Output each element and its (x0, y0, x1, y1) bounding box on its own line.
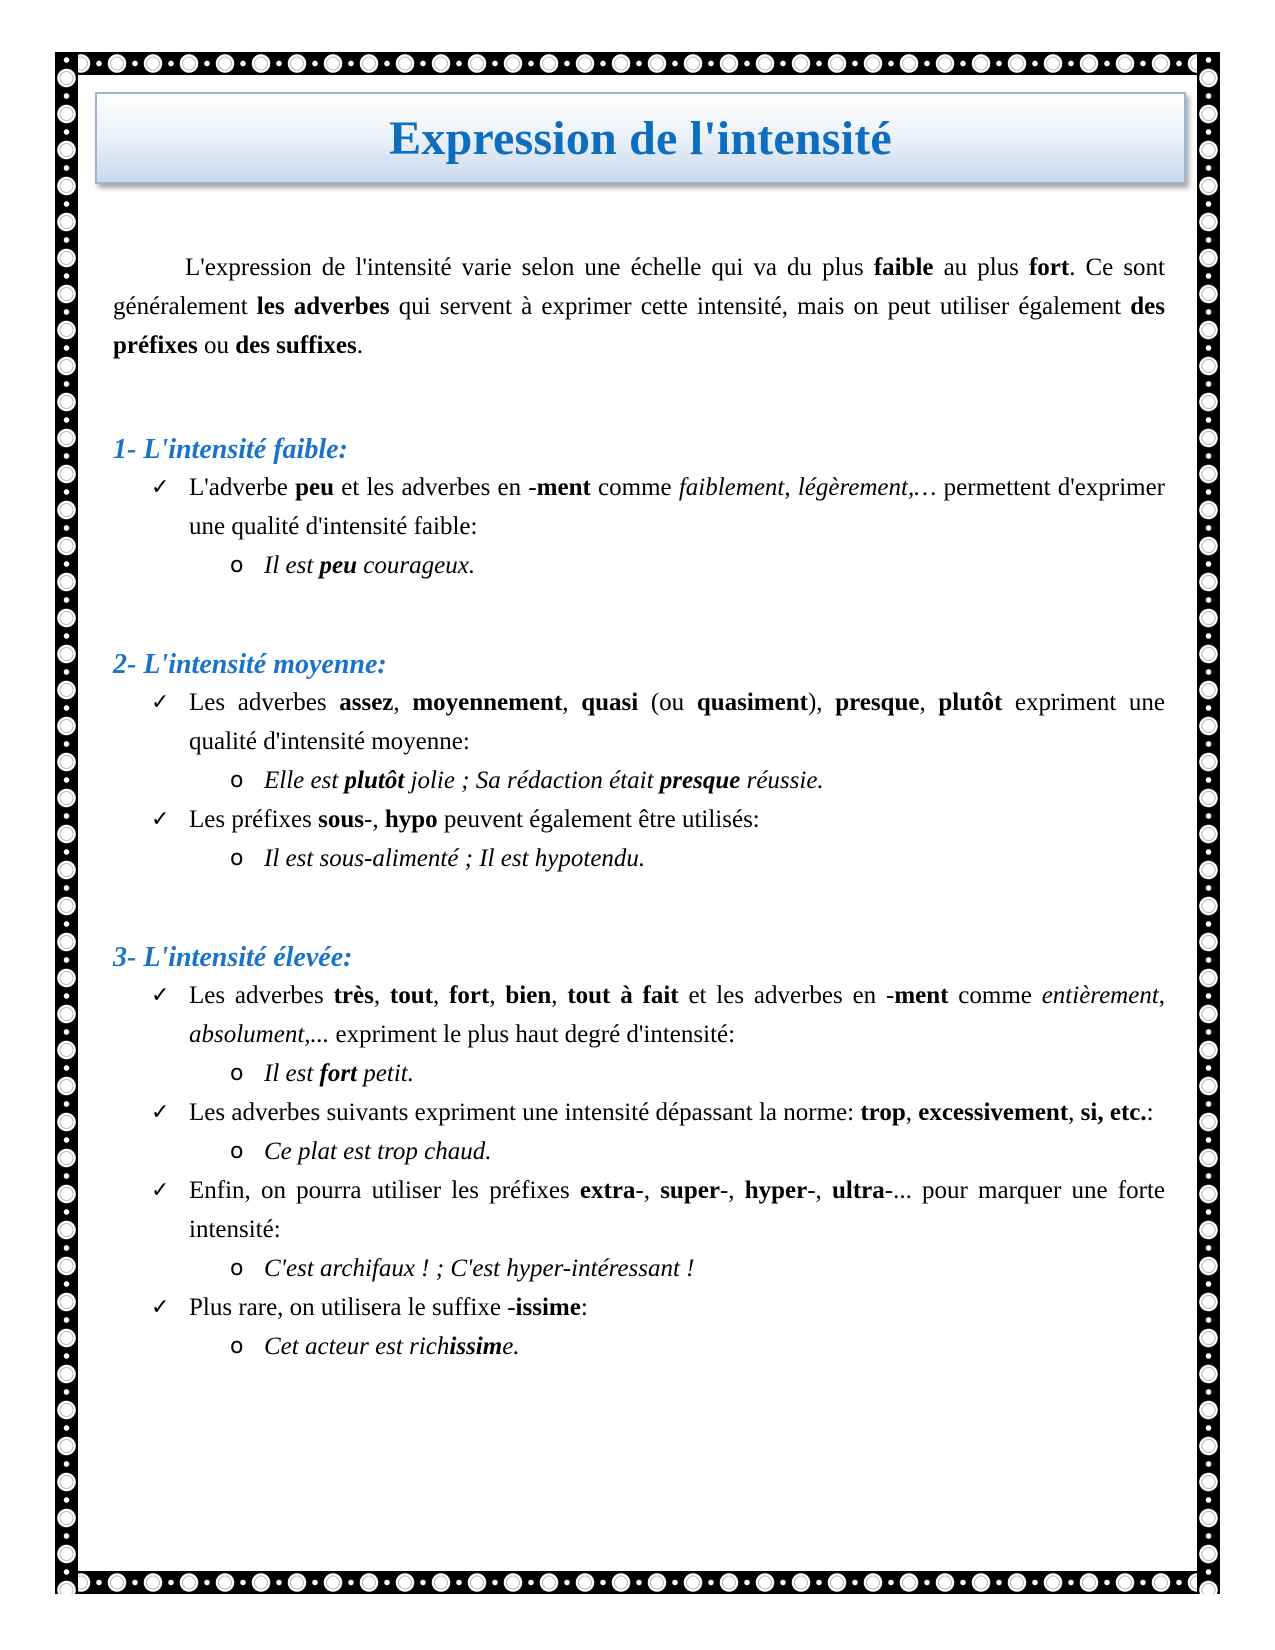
page-title: Expression de l'intensité (389, 111, 892, 165)
bullet-icon: o (230, 1061, 244, 1086)
check-icon: ✓ (151, 1100, 170, 1125)
list-item: ✓ Enfin, on pourra utiliser les préfixes extra-, super-, hyper-, ultra-... pour marquer une forte intensité: (113, 1171, 1165, 1249)
bullet-icon: o (230, 768, 244, 793)
list-item: ✓ Les adverbes suivants expriment une intensité dépassant la norme: trop, excessivement, si, etc.: (113, 1093, 1165, 1132)
example-item: o Il est fort petit. (113, 1054, 1165, 1093)
bullet-icon: o (230, 846, 244, 871)
check-icon: ✓ (151, 983, 170, 1008)
example-item: o Elle est plutôt jolie ; Sa rédaction était presque réussie. (113, 761, 1165, 800)
bullet-icon: o (230, 1256, 244, 1281)
example-item: o Ce plat est trop chaud. (113, 1132, 1165, 1171)
page-border-top (55, 52, 1220, 75)
check-icon: ✓ (151, 690, 170, 715)
example-item: o Il est sous-alimenté ; Il est hypotendu. (113, 839, 1165, 878)
title-box (95, 92, 1186, 184)
check-icon: ✓ (151, 1178, 170, 1203)
document-body (113, 248, 1165, 1366)
check-icon: ✓ (151, 475, 170, 500)
check-icon: ✓ (151, 1295, 170, 1320)
section-heading-elevee: 3- L'intensité élevée: (113, 942, 353, 973)
list-item: ✓ Les adverbes très, tout, fort, bien, tout à fait et les adverbes en -ment comme entièrement, absolument,... expriment le plus haut degré d'intensité: (113, 976, 1165, 1054)
page-border-left (55, 52, 78, 1594)
list-item: ✓ Plus rare, on utilisera le suffixe -issime: (113, 1288, 1165, 1327)
list-item: ✓ Les adverbes assez, moyennement, quasi (ou quasiment), presque, plutôt expriment une qualité d'intensité moyenne: (113, 683, 1165, 761)
page-border-bottom (55, 1571, 1220, 1594)
section-heading-faible: 1- L'intensité faible: (113, 434, 348, 465)
page-border-right (1197, 52, 1220, 1594)
example-item: o C'est archifaux ! ; C'est hyper-intéressant ! (113, 1249, 1165, 1288)
check-icon: ✓ (151, 807, 170, 832)
list-item: ✓ L'adverbe peu et les adverbes en -ment comme faiblement, légèrement,… permettent d'exprimer une qualité d'intensité faible: (113, 468, 1165, 546)
example-item: o Cet acteur est richissime. (113, 1327, 1165, 1366)
section-heading-moyenne: 2- L'intensité moyenne: (113, 649, 387, 680)
intro-paragraph: L'expression de l'intensité varie selon une échelle qui va du plus faible au plus fort. Ce sont généralement les adverbes qui servent à exprimer cette intensité, mais on peut utiliser également des préfixes ou des suffixes. (113, 254, 1165, 359)
bullet-icon: o (230, 1334, 244, 1359)
bullet-icon: o (230, 553, 244, 578)
list-item: ✓ Les préfixes sous-, hypo peuvent également être utilisés: (113, 800, 1165, 839)
bullet-icon: o (230, 1139, 244, 1164)
example-item: o Il est peu courageux. (113, 546, 1165, 585)
